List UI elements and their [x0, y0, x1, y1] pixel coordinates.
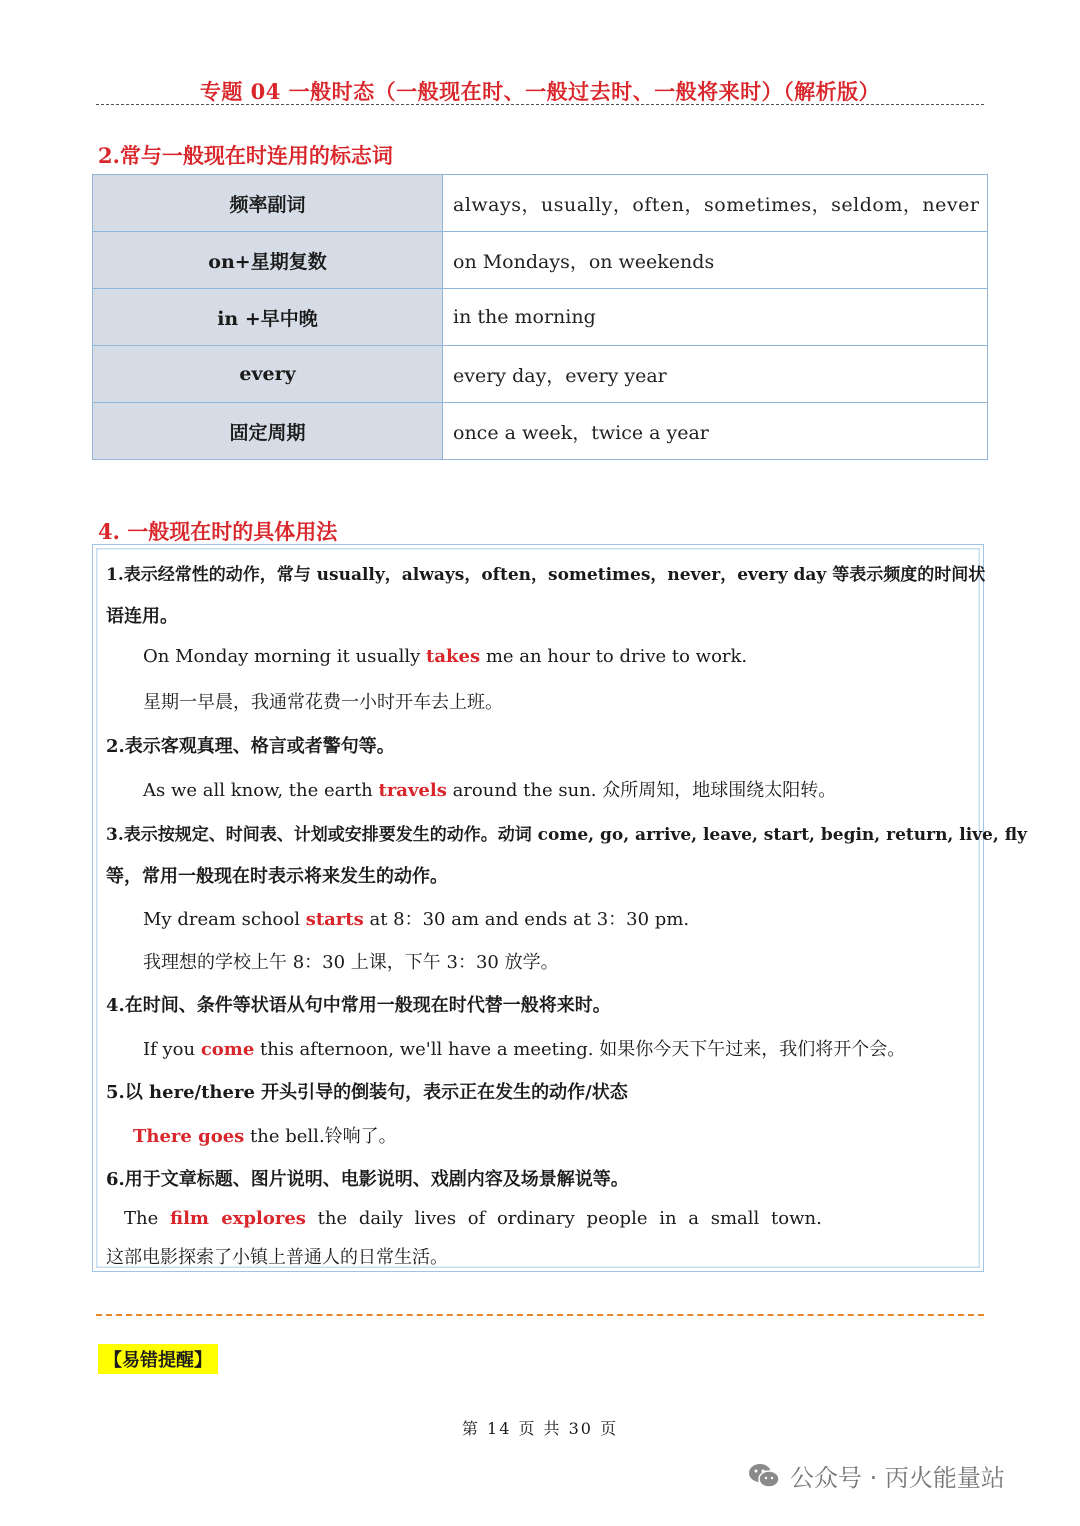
table-row [93, 346, 988, 403]
highlighted-verb: travels [378, 780, 447, 801]
row-label: 频率副词 [93, 175, 443, 232]
example-text: The [124, 1208, 170, 1229]
highlighted-verb: starts [305, 909, 364, 930]
row-value: every day，every year [443, 346, 988, 403]
usage-5-heading: 5.以 here/there 开头引导的倒装句，表示正在发生的动作/状态 [106, 1082, 628, 1103]
highlighted-verb: come [200, 1039, 255, 1060]
example-text: at 8：30 am and ends at 3：30 pm. [363, 909, 690, 930]
highlighted-verb: takes [426, 646, 481, 667]
example-text: If you [143, 1039, 201, 1060]
row-value: in the morning [443, 289, 988, 346]
row-label: 固定周期 [93, 403, 443, 460]
example-text: As we all know, the earth [143, 780, 379, 801]
example-text: On Monday morning it usually [143, 646, 427, 667]
row-value: once a week，twice a year [443, 403, 988, 460]
document-title: 专题 04 一般时态（一般现在时、一般过去时、一般将来时）（解析版） [199, 79, 881, 104]
row-label: on+星期复数 [93, 232, 443, 289]
watermark-text: 公众号 · 丙火能量站 [790, 1464, 1005, 1492]
usage-2-example [143, 776, 836, 802]
watermark [748, 1458, 1005, 1493]
row-label: in +早中晚 [93, 289, 443, 346]
highlighted-verb: There goes [133, 1126, 245, 1147]
highlighted-verb: film explores [169, 1208, 306, 1229]
section-markers-title: 2.常与一般现在时连用的标志词 [98, 143, 393, 168]
example-text: the bell.铃响了。 [244, 1126, 397, 1147]
section-usage-title: 4. 一般现在时的具体用法 [98, 519, 338, 544]
usage-1-heading: 1.表示经常性的动作，常与 usually，always，often，sometimes，never，every day 等表示频度的时间状 [106, 565, 986, 585]
usage-4-example [143, 1035, 905, 1061]
row-value: always，usually，often，sometimes，seldom，never [443, 175, 988, 232]
usage-2-heading: 2.表示客观真理、格言或者警句等。 [106, 736, 395, 757]
markers-table [92, 174, 988, 460]
example-text: My dream school [143, 909, 306, 930]
usage-1-example [143, 646, 747, 667]
table-row [93, 232, 988, 289]
example-text: around the sun. 众所周知，地球围绕太阳转。 [446, 780, 837, 801]
table-row [93, 289, 988, 346]
row-value: on Mondays，on weekends [443, 232, 988, 289]
usage-1-heading-cont: 语连用。 [106, 606, 178, 627]
row-label: every [93, 346, 443, 403]
usage-3-heading: 3.表示按规定、时间表、计划或安排要发生的动作。动词 come, go, arrive, leave, start, begin, return, live, fly [106, 825, 1027, 845]
table-row [93, 175, 988, 232]
usage-3-translation: 我理想的学校上午 8：30 上课，下午 3：30 放学。 [143, 952, 559, 973]
header-divider [96, 104, 984, 105]
usage-3-example [143, 905, 689, 931]
usage-4-heading: 4.在时间、条件等状语从句中常用一般现在时代替一般将来时。 [106, 995, 611, 1016]
page-number: 第 14 页 共 30 页 [461, 1419, 619, 1438]
error-tip-label: 【易错提醒】 [98, 1344, 218, 1374]
wechat-icon [748, 1462, 780, 1490]
example-text: the daily lives of ordinary people in a small town. [305, 1208, 822, 1229]
usage-5-example [133, 1122, 397, 1148]
usage-1-translation: 星期一早晨，我通常花费一小时开车去上班。 [143, 692, 503, 713]
example-text: me an hour to drive to work. [480, 646, 748, 667]
usage-6-example [124, 1208, 822, 1229]
example-text: this afternoon, we'll have a meeting. 如果你今天下午过来，我们将开个会。 [254, 1039, 906, 1060]
usage-3-heading-cont: 等，常用一般现在时表示将来发生的动作。 [106, 866, 448, 887]
usage-6-translation: 这部电影探索了小镇上普通人的日常生活。 [106, 1247, 448, 1268]
section-divider [96, 1314, 984, 1316]
table-row [93, 403, 988, 460]
usage-6-heading: 6.用于文章标题、图片说明、电影说明、戏剧内容及场景解说等。 [106, 1169, 629, 1190]
